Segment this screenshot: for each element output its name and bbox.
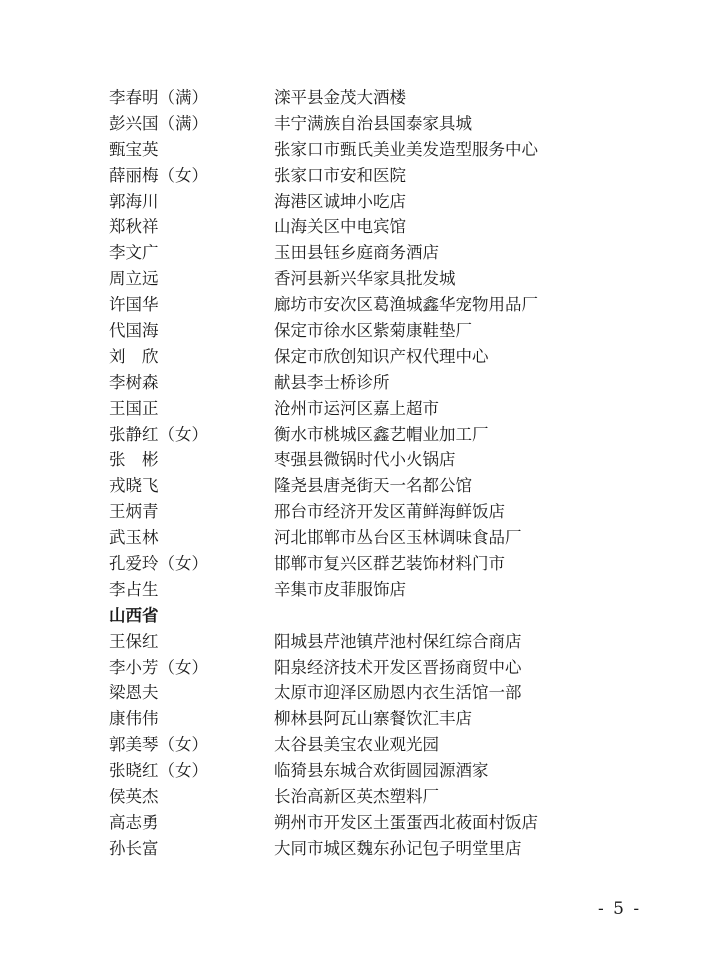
organization-name: 太谷县美宝农业观光园 (274, 735, 439, 755)
organization-name: 海港区诚坤小吃店 (274, 191, 406, 211)
section-heading: 山西省 (109, 605, 159, 625)
list-item (109, 318, 669, 344)
organization-name: 山海关区中电宾馆 (274, 217, 406, 237)
list-item (109, 163, 669, 189)
organization-name: 临猗县东城合欢街圆园源酒家 (274, 761, 489, 781)
person-name: 周立远 (109, 269, 159, 289)
list-item (109, 240, 669, 266)
organization-name: 枣强县微锅时代小火锅店 (274, 450, 456, 470)
list-item (109, 396, 669, 422)
person-name: 刘 欣 (109, 346, 159, 366)
person-name: 郑秋祥 (109, 217, 159, 237)
organization-name: 朔州市开发区土蛋蛋西北莜面村饭店 (274, 812, 538, 832)
organization-name: 滦平县金茂大酒楼 (274, 88, 406, 107)
list-item (109, 499, 669, 525)
person-name: 王保红 (109, 631, 159, 651)
organization-name: 长治高新区英杰塑料厂 (274, 787, 439, 807)
organization-name: 香河县新兴华家具批发城 (274, 269, 456, 289)
organization-name: 柳林县阿瓦山寨餐饮汇丰店 (274, 709, 472, 729)
person-name: 武玉林 (109, 528, 159, 548)
honoree-list (109, 85, 669, 862)
organization-name: 阳泉经济技术开发区晋扬商贸中心 (274, 657, 522, 677)
person-name: 高志勇 (109, 812, 159, 832)
organization-name: 玉田县钰乡庭商务酒店 (274, 243, 439, 263)
person-name: 许国华 (109, 295, 159, 315)
organization-name: 保定市徐水区紫菊康鞋垫厂 (274, 321, 472, 341)
person-name: 孔爱玲（女） (109, 554, 208, 574)
person-name: 戎晓飞 (109, 476, 159, 496)
organization-name: 阳城县芹池镇芹池村保红综合商店 (274, 631, 522, 651)
list-item (109, 189, 669, 215)
list-item (109, 655, 669, 681)
list-item (109, 551, 669, 577)
person-name: 梁恩夫 (109, 683, 159, 703)
organization-name: 张家口市甄氏美业美发造型服务中心 (274, 139, 538, 159)
person-name: 李小芳（女） (109, 657, 208, 677)
list-item (109, 422, 669, 448)
organization-name: 邢台市经济开发区莆鲜海鲜饭店 (274, 502, 505, 522)
list-item (109, 344, 669, 370)
person-name: 李春明（满） (109, 88, 208, 107)
section-heading-row (109, 603, 669, 629)
list-item (109, 758, 669, 784)
person-name: 甄宝英 (109, 139, 159, 159)
person-name: 李文广 (109, 243, 159, 263)
list-item (109, 836, 669, 862)
person-name: 康伟伟 (109, 709, 159, 729)
person-name: 张晓红（女） (109, 761, 208, 781)
person-name: 侯英杰 (109, 787, 159, 807)
organization-name: 太原市迎泽区励恩内衣生活馆一部 (274, 683, 522, 703)
organization-name: 隆尧县唐尧街天一名都公馆 (274, 476, 472, 496)
list-item (109, 810, 669, 836)
person-name: 王炳青 (109, 502, 159, 522)
person-name: 李占生 (109, 579, 159, 599)
person-name: 张静红（女） (109, 424, 208, 444)
list-item (109, 525, 669, 551)
person-name: 郭美琴（女） (109, 735, 208, 755)
list-item (109, 266, 669, 292)
list-item (109, 111, 669, 137)
person-name: 彭兴国（满） (109, 113, 208, 133)
organization-name: 张家口市安和医院 (274, 165, 406, 185)
organization-name: 辛集市皮菲服饰店 (274, 579, 406, 599)
person-name: 张 彬 (109, 450, 159, 470)
page-number: - 5 - (598, 899, 642, 919)
person-name: 郭海川 (109, 191, 159, 211)
organization-name: 河北邯郸市丛台区玉林调味食品厂 (274, 528, 522, 548)
organization-name: 献县李士桥诊所 (274, 372, 390, 392)
list-item (109, 370, 669, 396)
person-name: 孙长富 (109, 838, 159, 858)
list-item (109, 473, 669, 499)
organization-name: 廊坊市安次区葛渔城鑫华宠物用品厂 (274, 295, 538, 315)
list-item (109, 706, 669, 732)
list-item (109, 447, 669, 473)
list-item (109, 85, 669, 111)
person-name: 王国正 (109, 398, 159, 418)
organization-name: 沧州市运河区嘉上超市 (274, 398, 439, 418)
list-item (109, 629, 669, 655)
person-name: 李树森 (109, 372, 159, 392)
list-item (109, 732, 669, 758)
list-item (109, 137, 669, 163)
list-item (109, 214, 669, 240)
organization-name: 大同市城区魏东孙记包子明堂里店 (274, 838, 522, 858)
organization-name: 保定市欣创知识产权代理中心 (274, 346, 489, 366)
list-item (109, 292, 669, 318)
organization-name: 丰宁满族自治县国泰家具城 (274, 113, 472, 133)
person-name: 薛丽梅（女） (109, 165, 208, 185)
list-item (109, 680, 669, 706)
list-item (109, 784, 669, 810)
organization-name: 衡水市桃城区鑫艺帽业加工厂 (274, 424, 489, 444)
person-name: 代国海 (109, 321, 159, 341)
list-item (109, 577, 669, 603)
organization-name: 邯郸市复兴区群艺装饰材料门市 (274, 554, 505, 574)
